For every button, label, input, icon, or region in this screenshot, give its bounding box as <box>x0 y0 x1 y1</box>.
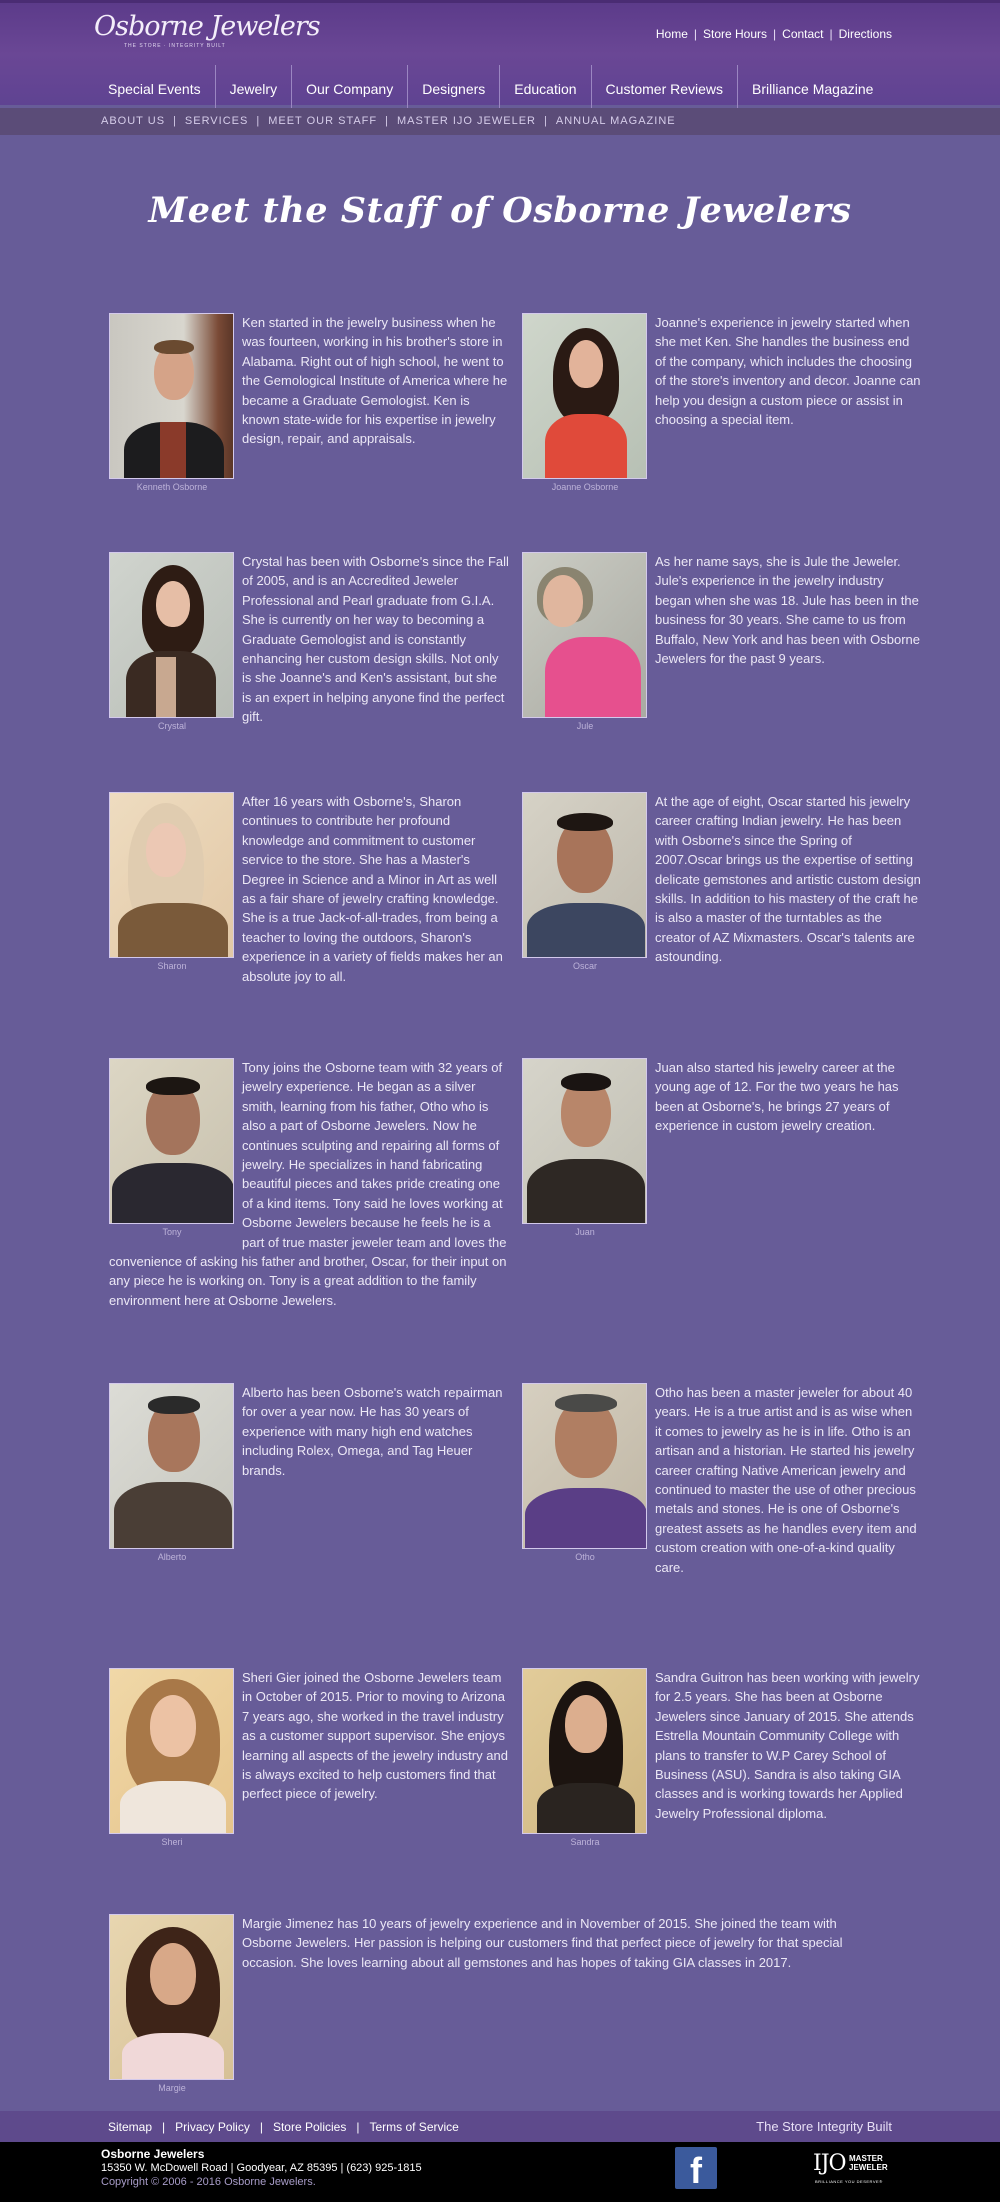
facebook-icon[interactable]: f <box>675 2147 717 2189</box>
staff-bio: Margie Jimenez has 10 years of jewelry experience and in November of 2015. She joined the team with Osborne Jewelers. Her passion is helping our customers find that perfect piece of jewelry for that special occasion. She loves learning about all gemstones and has hopes of taking GIA classes in 2017. <box>242 1916 843 1970</box>
staff-name-caption: Sharon <box>157 961 187 971</box>
page-title: Meet the Staff of Osborne Jewelers <box>148 190 852 231</box>
staff-entry-sharon <box>109 792 509 986</box>
separator: | <box>173 115 177 127</box>
staff-bio: Crystal has been with Osborne's since the Fall of 2005, and is an Accredited Jeweler Professional and Pearl graduate from G.I.A. She is currently on her way to becoming a Graduate Gemologist and is constantly enhancing her custom design skills. Not only is she Joanne's and Ken's assistant, but she is an expert in helping anyone find the perfect gift. <box>242 554 509 725</box>
footer-link-sitemap[interactable]: Sitemap <box>108 2120 153 2134</box>
staff-bio: Joanne's experience in jewelry started when she met Ken. She handles the business end of the company, which includes the choosing of the store's inventory and decor. Joanne can help you design a custom piece or assist in choosing a special item. <box>655 315 921 428</box>
main-nav <box>94 65 887 109</box>
staff-photo <box>109 552 234 718</box>
staff-photo <box>109 1914 234 2080</box>
staff-name-caption: Otho <box>575 1552 595 1562</box>
separator: | <box>385 115 389 127</box>
logo-tagline: THE STORE · INTEGRITY BUILT <box>124 43 226 49</box>
staff-entry-otho <box>522 1383 922 1577</box>
site-header <box>0 0 1000 105</box>
staff-name-caption: Crystal <box>157 721 186 731</box>
sub-nav <box>101 115 676 127</box>
staff-bio: Sheri Gier joined the Osborne Jewelers team in October of 2015. Prior to moving to Arizona 7 years ago, she worked in the travel industry as a customer support supervisor. She enjoys learning all aspects of the jewelry industry and is always excited to help customers find that perfect piece of jewelry. <box>242 1670 508 1802</box>
staff-entry-margie <box>109 1914 889 2098</box>
separator: | <box>356 2120 360 2134</box>
staff-name-caption: Kenneth Osborne <box>136 482 208 492</box>
footer-link-terms-of-service[interactable]: Terms of Service <box>369 2120 459 2134</box>
subnav-master-ijo-jeweler[interactable]: MASTER IJO JEWELER <box>396 115 537 127</box>
staff-name-caption: Tony <box>162 1227 182 1237</box>
separator: | <box>693 27 697 41</box>
staff-entry-joanne <box>522 313 922 497</box>
logo-text: Osborne Jewelers <box>94 11 320 42</box>
nav-education[interactable]: Education <box>500 65 591 109</box>
utility-link-home[interactable]: Home <box>655 27 688 41</box>
staff-name-caption: Alberto <box>157 1552 187 1562</box>
utility-link-contact[interactable]: Contact <box>782 27 824 41</box>
staff-name-caption: Joanne Osborne <box>551 482 619 492</box>
staff-photo <box>522 552 647 718</box>
staff-entry-sheri <box>109 1668 509 1852</box>
staff-bio: Juan also started his jewelry career at the young age of 12. For the two years he has been at Osborne's, he brings 27 years of experience in custom jewelry creation. <box>655 1060 899 1134</box>
staff-photo <box>522 313 647 479</box>
separator: | <box>773 27 777 41</box>
staff-bio: Otho has been a master jeweler for about 40 years. He is a true artist and is as wise when it comes to jewelry as he is in life. Otho is an artisan and a historian. He started his jewelry career crafting Native American jewelry and continued to master the use of other precious metals and stones. He is one of Osborne's greatest assets as he handles every item and custom creation with one-of-a-kind quality care. <box>655 1385 917 1575</box>
staff-photo <box>522 792 647 958</box>
staff-bio: Sandra Guitron has been working with jewelry for 2.5 years. She has been at Osborne Jewelers since January of 2015. She attends Estrella Mountain Community College with plans to transfer to W.P Carey School of Business (ASU). Sandra is also taking GIA classes and is working towards her Applied Jewelry Professional diploma. <box>655 1670 920 1821</box>
footer-business-name: Osborne Jewelers <box>101 2147 205 2161</box>
footer-links <box>108 2120 459 2134</box>
nav-our-company[interactable]: Our Company <box>292 65 408 109</box>
staff-name-caption: Oscar <box>572 961 597 971</box>
nav-jewelry[interactable]: Jewelry <box>216 65 292 109</box>
staff-photo <box>109 1668 234 1834</box>
staff-bio: Tony joins the Osborne team with 32 years of jewelry experience. He began as a silver smith, learning from his father, Otho who is also a part of Osborne Jewelers. Now he continues sculpting and repairing all forms of jewelry. He specializes in hand fabricating beautiful pieces and takes pride creating one of a kind items. Tony said he loves working at Osborne Jewelers because he feels he is a part of true master jeweler team and loves the convenience of asking his father and brother, Oscar, for their input on any piece he is working on. Tony is a great addition to the family environment here at Osborne Jewelers. <box>109 1060 507 1308</box>
ijo-logo-letters: IJO <box>813 2151 846 2176</box>
utility-nav <box>656 27 892 41</box>
staff-entry-tony <box>109 1058 509 1310</box>
staff-entry-sandra <box>522 1668 922 1852</box>
staff-photo <box>109 792 234 958</box>
nav-special-events[interactable]: Special Events <box>94 65 216 109</box>
staff-name-caption: Jule <box>576 721 594 731</box>
staff-bio: As her name says, she is Jule the Jeweler. Jule's experience in the jewelry industry began when she was 18. Jule has been in the business for 30 years. She came to us from Buffalo, New York and has been with Osborne Jewelers for the past 9 years. <box>655 554 920 667</box>
staff-entry-oscar <box>522 792 922 976</box>
staff-name-caption: Margie <box>158 2083 186 2093</box>
utility-link-directions[interactable]: Directions <box>838 27 892 41</box>
staff-bio: At the age of eight, Oscar started his jewelry career crafting Indian jewelry. He has been with Osborne's since the Spring of 2007.Oscar brings us the expertise of setting delicate gemstones and artistic custom design skills. In addition to his mastery of the craft he is also a master of the turntables as the creator of AZ Mixmasters. Oscar's talents are astounding. <box>655 794 921 965</box>
osborne-jewelers-logo[interactable] <box>94 11 320 51</box>
nav-designers[interactable]: Designers <box>408 65 500 109</box>
separator: | <box>259 2120 263 2134</box>
staff-entry-crystal <box>109 552 509 736</box>
subnav-annual-magazine[interactable]: ANNUAL MAGAZINE <box>555 115 676 127</box>
staff-photo <box>109 1383 234 1549</box>
staff-bio: After 16 years with Osborne's, Sharon continues to contribute her profound knowledge and commitment to customer service to the store. She has a Master's Degree in Science and a Minor in Art as well as a fair share of jewelry crafting knowledge. She is a true Jack-of-all-trades, from being a teacher to loving the outdoors, Sharon's experience in a variety of fields makes her an absolute joy to all. <box>242 794 503 984</box>
subnav-meet-our-staff[interactable]: MEET OUR STAFF <box>268 115 378 127</box>
staff-name-caption: Sandra <box>570 1837 600 1847</box>
staff-photo <box>522 1668 647 1834</box>
separator: | <box>256 115 261 127</box>
footer-bottom <box>0 2142 1000 2202</box>
footer-address: 15350 W. McDowell Road | Goodyear, AZ 85395 | (623) 925-1815 <box>101 2162 422 2174</box>
subnav-services[interactable]: SERVICES <box>184 115 249 127</box>
footer-link-privacy-policy[interactable]: Privacy Policy <box>175 2120 250 2134</box>
footer-tagline: The Store Integrity Built <box>756 2119 892 2134</box>
staff-name-caption: Juan <box>575 1227 595 1237</box>
separator: | <box>162 2120 166 2134</box>
footer-link-store-policies[interactable]: Store Policies <box>272 2120 347 2134</box>
ijo-logo-tagline: BRILLIANCE YOU DESERVE® <box>815 2179 883 2184</box>
ijo-master-jeweler-logo[interactable] <box>813 2151 893 2187</box>
nav-brilliance-magazine[interactable]: Brilliance Magazine <box>752 81 874 97</box>
staff-entry-jule <box>522 552 922 736</box>
ijo-logo-text: MASTER JEWELER <box>849 2154 888 2172</box>
nav-customer-reviews[interactable]: Customer Reviews <box>592 65 738 109</box>
staff-entry-kenneth <box>109 313 509 497</box>
separator: | <box>544 115 548 127</box>
staff-bio: Ken started in the jewelry business when he was fourteen, working in his brother's store in Alabama. Right out of high school, he went to the Gemological Institute of America where he became a Graduate Gemologist. Ken is known state-wide for his expertise in jewelry design, repair, and appraisals. <box>242 315 508 447</box>
staff-bio: Alberto has been Osborne's watch repairman for over a year now. He has 30 years of experience with many high end watches including Rolex, Omega, and Tag Heuer brands. <box>242 1385 503 1478</box>
staff-photo <box>522 1058 647 1224</box>
footer-links-bar <box>0 2111 1000 2142</box>
staff-entry-juan <box>522 1058 922 1242</box>
staff-photo <box>109 313 234 479</box>
staff-photo <box>109 1058 234 1224</box>
staff-entry-alberto <box>109 1383 509 1567</box>
subnav-about-us[interactable]: ABOUT US <box>101 115 166 127</box>
separator: | <box>829 27 833 41</box>
staff-name-caption: Sheri <box>161 1837 183 1847</box>
staff-photo <box>522 1383 647 1549</box>
sub-nav-bar <box>0 108 1000 135</box>
utility-link-store-hours[interactable]: Store Hours <box>703 27 768 41</box>
footer-copyright: Copyright © 2006 - 2016 Osborne Jewelers. <box>101 2176 316 2188</box>
